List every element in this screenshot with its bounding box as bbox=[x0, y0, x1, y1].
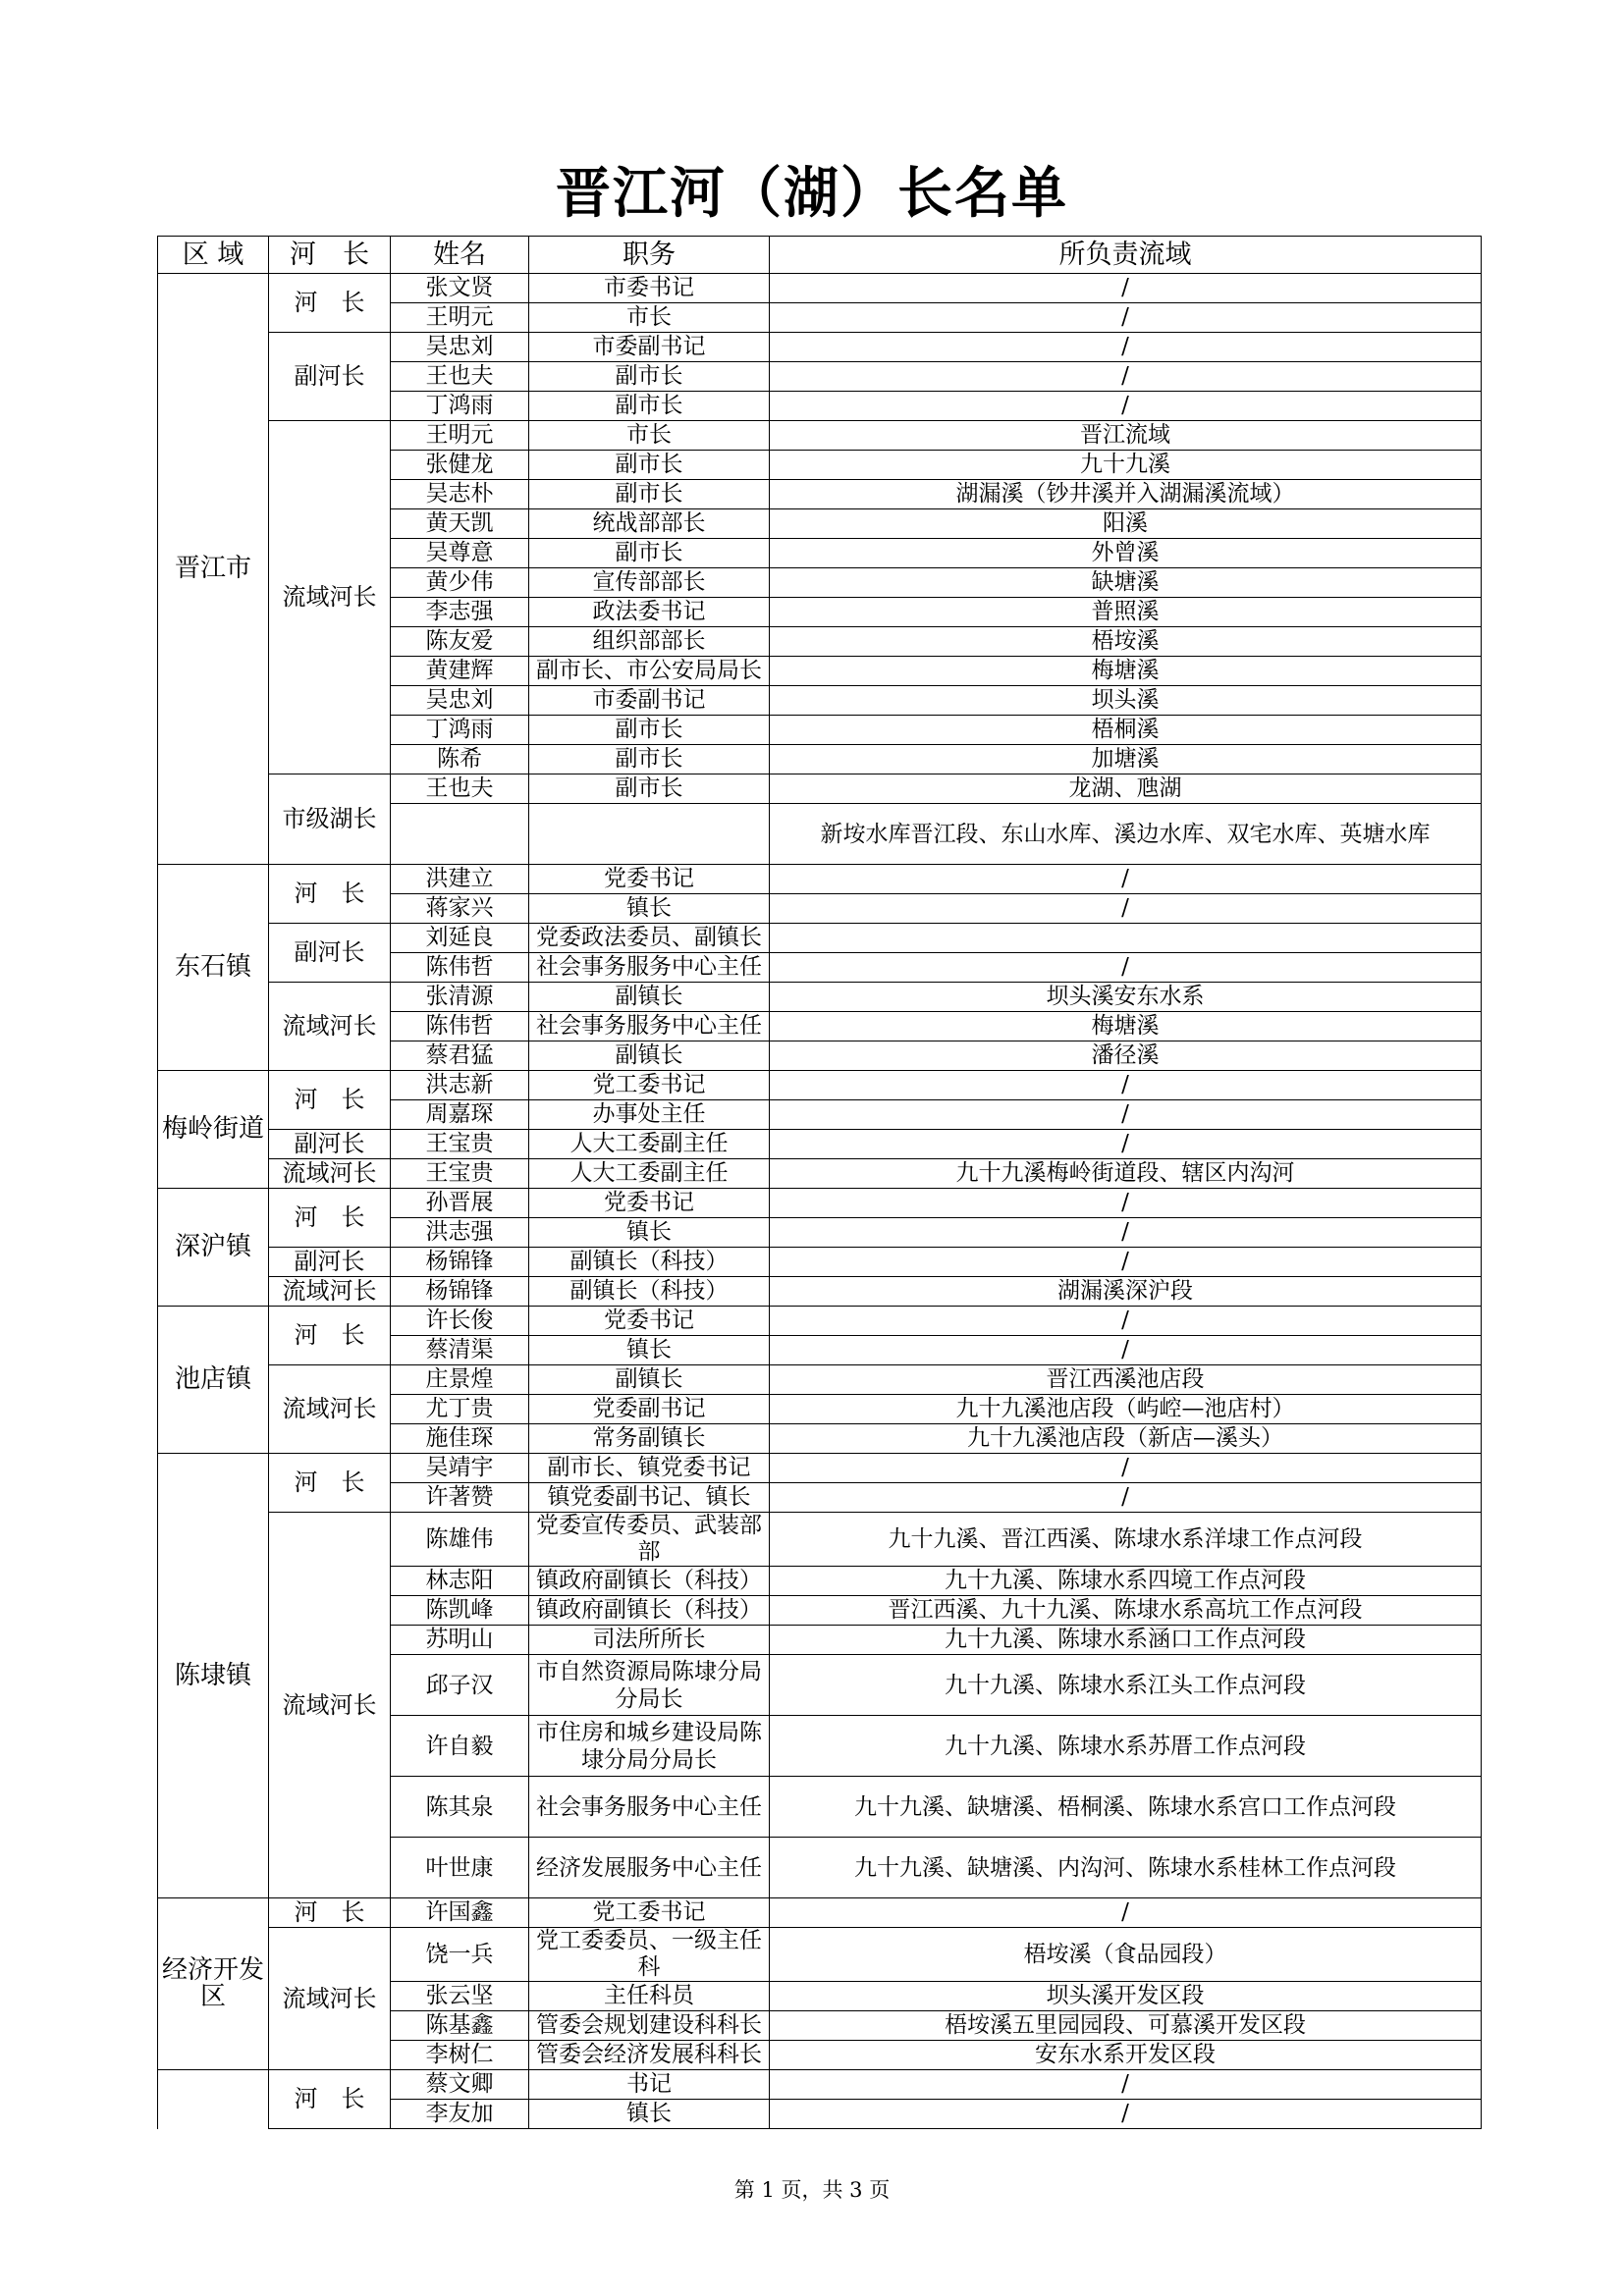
area-cell: 九十九溪、陈埭水系涵口工作点河段 bbox=[770, 1626, 1482, 1655]
position-cell: 宣传部部长 bbox=[529, 568, 770, 598]
position-cell: 镇长 bbox=[529, 1336, 770, 1365]
name-cell: 周嘉琛 bbox=[391, 1100, 529, 1130]
position-cell: 党工委书记 bbox=[529, 1071, 770, 1100]
area-cell: / bbox=[770, 894, 1482, 924]
area-cell: / bbox=[770, 1130, 1482, 1159]
area-cell: / bbox=[770, 333, 1482, 362]
name-cell: 叶世康 bbox=[391, 1838, 529, 1898]
name-cell: 丁鸿雨 bbox=[391, 392, 529, 421]
name-cell: 苏明山 bbox=[391, 1626, 529, 1655]
position-cell: 党委副书记 bbox=[529, 1395, 770, 1424]
name-cell: 陈雄伟 bbox=[391, 1513, 529, 1567]
area-cell: / bbox=[770, 953, 1482, 983]
region-cell bbox=[158, 2070, 269, 2129]
name-cell: 蔡清渠 bbox=[391, 1336, 529, 1365]
position-cell: 党委书记 bbox=[529, 1189, 770, 1218]
name-cell: 陈凯峰 bbox=[391, 1596, 529, 1626]
role-cell: 市级湖长 bbox=[269, 774, 391, 865]
area-cell: / bbox=[770, 274, 1482, 303]
role-cell: 河 长 bbox=[269, 2070, 391, 2129]
table-row bbox=[158, 1277, 1482, 1307]
position-cell: 党委宣传委员、武装部部 bbox=[529, 1513, 770, 1567]
table-row bbox=[158, 274, 1482, 303]
name-cell: 刘延良 bbox=[391, 924, 529, 953]
name-cell: 王也夫 bbox=[391, 362, 529, 392]
position-cell: 主任科员 bbox=[529, 1982, 770, 2011]
name-cell: 王也夫 bbox=[391, 774, 529, 804]
area-cell: 九十九溪梅岭街道段、辖区内沟河 bbox=[770, 1159, 1482, 1189]
position-cell: 副市长 bbox=[529, 392, 770, 421]
area-cell bbox=[770, 924, 1482, 953]
name-cell: 洪志新 bbox=[391, 1071, 529, 1100]
position-cell: 党工委委员、一级主任科 bbox=[529, 1928, 770, 1982]
position-cell: 副镇长 bbox=[529, 1365, 770, 1395]
name-cell: 李志强 bbox=[391, 598, 529, 627]
area-cell: 缺塘溪 bbox=[770, 568, 1482, 598]
area-cell: 九十九溪、陈埭水系四境工作点河段 bbox=[770, 1567, 1482, 1596]
area-cell: 坝头溪 bbox=[770, 686, 1482, 716]
position-cell: 政法委书记 bbox=[529, 598, 770, 627]
name-cell: 吴尊意 bbox=[391, 539, 529, 568]
header-position: 职务 bbox=[529, 237, 770, 274]
page-footer: 第 1 页，共 3 页 bbox=[733, 2178, 891, 2202]
name-cell: 王宝贵 bbox=[391, 1130, 529, 1159]
area-cell: 湖漏溪（钞井溪并入湖漏溪流域） bbox=[770, 480, 1482, 509]
position-cell: 党委书记 bbox=[529, 1307, 770, 1336]
name-cell: 林志阳 bbox=[391, 1567, 529, 1596]
name-cell: 洪建立 bbox=[391, 865, 529, 894]
page-title: 晋江河（湖）长名单 bbox=[556, 161, 1068, 226]
area-cell: 外曾溪 bbox=[770, 539, 1482, 568]
area-cell: / bbox=[770, 303, 1482, 333]
position-cell: 副市长、镇党委书记 bbox=[529, 1454, 770, 1483]
table-row bbox=[158, 1513, 1482, 1567]
role-cell: 流域河长 bbox=[269, 1513, 391, 1898]
area-cell: 九十九溪、陈埭水系江头工作点河段 bbox=[770, 1655, 1482, 1716]
area-cell: 九十九溪池店段（新店—溪头） bbox=[770, 1424, 1482, 1454]
area-cell: / bbox=[770, 1336, 1482, 1365]
area-cell: 梧垵溪 bbox=[770, 627, 1482, 657]
position-cell: 市长 bbox=[529, 421, 770, 451]
position-cell: 经济发展服务中心主任 bbox=[529, 1838, 770, 1898]
position-cell: 镇政府副镇长（科技） bbox=[529, 1596, 770, 1626]
table-row bbox=[158, 1071, 1482, 1100]
role-cell: 流域河长 bbox=[269, 1365, 391, 1454]
name-cell: 王明元 bbox=[391, 303, 529, 333]
position-cell: 社会事务服务中心主任 bbox=[529, 1777, 770, 1838]
name-cell: 吴忠刘 bbox=[391, 686, 529, 716]
position-cell: 常务副镇长 bbox=[529, 1424, 770, 1454]
table-row bbox=[158, 1130, 1482, 1159]
name-cell bbox=[391, 804, 529, 865]
area-cell: 九十九溪、缺塘溪、内沟河、陈埭水系桂林工作点河段 bbox=[770, 1838, 1482, 1898]
position-cell: 社会事务服务中心主任 bbox=[529, 953, 770, 983]
role-cell: 流域河长 bbox=[269, 1159, 391, 1189]
name-cell: 陈伟哲 bbox=[391, 1012, 529, 1041]
area-cell: 梧垵溪五里园园段、可慕溪开发区段 bbox=[770, 2011, 1482, 2041]
name-cell: 陈其泉 bbox=[391, 1777, 529, 1838]
area-cell: / bbox=[770, 2070, 1482, 2100]
name-cell: 许长俊 bbox=[391, 1307, 529, 1336]
area-cell: / bbox=[770, 1483, 1482, 1513]
name-cell: 陈希 bbox=[391, 745, 529, 774]
role-cell: 副河长 bbox=[269, 333, 391, 421]
name-cell: 许国鑫 bbox=[391, 1898, 529, 1928]
table-row bbox=[158, 1248, 1482, 1277]
area-cell: 安东水系开发区段 bbox=[770, 2041, 1482, 2070]
area-cell: 坝头溪安东水系 bbox=[770, 983, 1482, 1012]
name-cell: 张文贤 bbox=[391, 274, 529, 303]
area-cell: / bbox=[770, 1898, 1482, 1928]
name-cell: 陈基鑫 bbox=[391, 2011, 529, 2041]
name-cell: 王宝贵 bbox=[391, 1159, 529, 1189]
position-cell: 镇政府副镇长（科技） bbox=[529, 1567, 770, 1596]
name-cell: 吴靖宇 bbox=[391, 1454, 529, 1483]
name-cell: 李树仁 bbox=[391, 2041, 529, 2070]
area-cell: / bbox=[770, 1189, 1482, 1218]
table-row bbox=[158, 1898, 1482, 1928]
name-cell: 杨锦锋 bbox=[391, 1277, 529, 1307]
area-cell: 坝头溪开发区段 bbox=[770, 1982, 1482, 2011]
table-row bbox=[158, 774, 1482, 804]
role-cell: 河 长 bbox=[269, 865, 391, 924]
position-cell: 镇党委副书记、镇长 bbox=[529, 1483, 770, 1513]
region-cell: 经济开发区 bbox=[158, 1898, 269, 2070]
name-cell: 饶一兵 bbox=[391, 1928, 529, 1982]
name-cell: 杨锦锋 bbox=[391, 1248, 529, 1277]
table-row bbox=[158, 1307, 1482, 1336]
name-cell: 蔡君猛 bbox=[391, 1041, 529, 1071]
table-row bbox=[158, 1928, 1482, 1982]
position-cell: 副市长 bbox=[529, 774, 770, 804]
position-cell bbox=[529, 804, 770, 865]
position-cell: 统战部部长 bbox=[529, 509, 770, 539]
name-cell: 吴忠刘 bbox=[391, 333, 529, 362]
position-cell: 市委副书记 bbox=[529, 333, 770, 362]
name-cell: 陈友爱 bbox=[391, 627, 529, 657]
table-row bbox=[158, 865, 1482, 894]
table-header-row bbox=[158, 237, 1482, 274]
role-cell: 流域河长 bbox=[269, 1277, 391, 1307]
area-cell: / bbox=[770, 865, 1482, 894]
area-cell: 九十九溪、陈埭水系苏厝工作点河段 bbox=[770, 1716, 1482, 1777]
name-cell: 陈伟哲 bbox=[391, 953, 529, 983]
name-cell: 孙晋展 bbox=[391, 1189, 529, 1218]
table-row bbox=[158, 421, 1482, 451]
name-cell: 黄建辉 bbox=[391, 657, 529, 686]
area-cell: 潘径溪 bbox=[770, 1041, 1482, 1071]
name-cell: 尤丁贵 bbox=[391, 1395, 529, 1424]
position-cell: 副市长 bbox=[529, 362, 770, 392]
position-cell: 副镇长（科技） bbox=[529, 1277, 770, 1307]
area-cell: 晋江西溪、九十九溪、陈埭水系高坑工作点河段 bbox=[770, 1596, 1482, 1626]
table-row bbox=[158, 924, 1482, 953]
position-cell: 党委书记 bbox=[529, 865, 770, 894]
name-cell: 邱子汉 bbox=[391, 1655, 529, 1716]
table-row bbox=[158, 1454, 1482, 1483]
name-cell: 蒋家兴 bbox=[391, 894, 529, 924]
position-cell: 副镇长 bbox=[529, 983, 770, 1012]
region-cell: 东石镇 bbox=[158, 865, 269, 1071]
position-cell: 市长 bbox=[529, 303, 770, 333]
name-cell: 黄天凯 bbox=[391, 509, 529, 539]
position-cell: 副市长 bbox=[529, 539, 770, 568]
region-cell: 晋江市 bbox=[158, 274, 269, 865]
position-cell: 人大工委副主任 bbox=[529, 1130, 770, 1159]
position-cell: 市委副书记 bbox=[529, 686, 770, 716]
role-cell: 河 长 bbox=[269, 274, 391, 333]
role-cell: 副河长 bbox=[269, 1130, 391, 1159]
position-cell: 副市长、市公安局局长 bbox=[529, 657, 770, 686]
area-cell: 九十九溪、晋江西溪、陈埭水系洋埭工作点河段 bbox=[770, 1513, 1482, 1567]
table-row bbox=[158, 983, 1482, 1012]
position-cell: 镇长 bbox=[529, 1218, 770, 1248]
area-cell: / bbox=[770, 392, 1482, 421]
area-cell: 新垵水库晋江段、东山水库、溪边水库、双宅水库、英塘水库 bbox=[770, 804, 1482, 865]
area-cell: 九十九溪池店段（屿崆—池店村） bbox=[770, 1395, 1482, 1424]
name-cell: 黄少伟 bbox=[391, 568, 529, 598]
role-cell: 河 长 bbox=[269, 1189, 391, 1248]
role-cell: 河 长 bbox=[269, 1071, 391, 1130]
position-cell: 人大工委副主任 bbox=[529, 1159, 770, 1189]
table-row bbox=[158, 1365, 1482, 1395]
position-cell: 社会事务服务中心主任 bbox=[529, 1012, 770, 1041]
area-cell: 加塘溪 bbox=[770, 745, 1482, 774]
role-cell: 流域河长 bbox=[269, 421, 391, 774]
position-cell: 书记 bbox=[529, 2070, 770, 2100]
table-row bbox=[158, 333, 1482, 362]
table-row bbox=[158, 2070, 1482, 2100]
area-cell: 九十九溪、缺塘溪、梧桐溪、陈埭水系宫口工作点河段 bbox=[770, 1777, 1482, 1838]
area-cell: / bbox=[770, 1100, 1482, 1130]
position-cell: 副市长 bbox=[529, 745, 770, 774]
table-row bbox=[158, 1189, 1482, 1218]
area-cell: 梅塘溪 bbox=[770, 657, 1482, 686]
name-cell: 吴志朴 bbox=[391, 480, 529, 509]
position-cell: 市委书记 bbox=[529, 274, 770, 303]
area-cell: 阳溪 bbox=[770, 509, 1482, 539]
name-cell: 张云坚 bbox=[391, 1982, 529, 2011]
position-cell: 副镇长（科技） bbox=[529, 1248, 770, 1277]
position-cell: 镇长 bbox=[529, 2100, 770, 2129]
area-cell: / bbox=[770, 1454, 1482, 1483]
name-cell: 蔡文卿 bbox=[391, 2070, 529, 2100]
position-cell: 党委政法委员、副镇长 bbox=[529, 924, 770, 953]
header-area: 所负责流域 bbox=[770, 237, 1482, 274]
area-cell: 晋江流域 bbox=[770, 421, 1482, 451]
position-cell: 管委会经济发展科科长 bbox=[529, 2041, 770, 2070]
position-cell: 副镇长 bbox=[529, 1041, 770, 1071]
area-cell: / bbox=[770, 1218, 1482, 1248]
role-cell: 河 长 bbox=[269, 1307, 391, 1365]
position-cell: 司法所所长 bbox=[529, 1626, 770, 1655]
area-cell: / bbox=[770, 1307, 1482, 1336]
area-cell: 晋江西溪池店段 bbox=[770, 1365, 1482, 1395]
role-cell: 副河长 bbox=[269, 924, 391, 983]
role-cell: 河 长 bbox=[269, 1898, 391, 1928]
name-cell: 庄景煌 bbox=[391, 1365, 529, 1395]
area-cell: 湖漏溪深沪段 bbox=[770, 1277, 1482, 1307]
area-cell: / bbox=[770, 362, 1482, 392]
name-cell: 许著赞 bbox=[391, 1483, 529, 1513]
header-region: 区 域 bbox=[158, 237, 269, 274]
header-name: 姓名 bbox=[391, 237, 529, 274]
position-cell: 副市长 bbox=[529, 480, 770, 509]
role-cell: 流域河长 bbox=[269, 1928, 391, 2070]
position-cell: 市住房和城乡建设局陈埭分局分局长 bbox=[529, 1716, 770, 1777]
position-cell: 管委会规划建设科科长 bbox=[529, 2011, 770, 2041]
role-cell: 流域河长 bbox=[269, 983, 391, 1071]
area-cell: 梧垵溪（食品园段） bbox=[770, 1928, 1482, 1982]
role-cell: 副河长 bbox=[269, 1248, 391, 1277]
position-cell: 办事处主任 bbox=[529, 1100, 770, 1130]
area-cell: / bbox=[770, 1248, 1482, 1277]
area-cell: 普照溪 bbox=[770, 598, 1482, 627]
role-cell: 河 长 bbox=[269, 1454, 391, 1513]
name-cell: 张健龙 bbox=[391, 451, 529, 480]
name-cell: 许自毅 bbox=[391, 1716, 529, 1777]
area-cell: 龙湖、虺湖 bbox=[770, 774, 1482, 804]
position-cell: 副市长 bbox=[529, 451, 770, 480]
header-role: 河 长 bbox=[269, 237, 391, 274]
position-cell: 组织部部长 bbox=[529, 627, 770, 657]
area-cell: 梧桐溪 bbox=[770, 716, 1482, 745]
name-cell: 施佳琛 bbox=[391, 1424, 529, 1454]
name-cell: 王明元 bbox=[391, 421, 529, 451]
area-cell: 九十九溪 bbox=[770, 451, 1482, 480]
region-cell: 梅岭街道 bbox=[158, 1071, 269, 1189]
area-cell: / bbox=[770, 2100, 1482, 2129]
position-cell: 市自然资源局陈埭分局分局长 bbox=[529, 1655, 770, 1716]
region-cell: 深沪镇 bbox=[158, 1189, 269, 1307]
name-cell: 丁鸿雨 bbox=[391, 716, 529, 745]
position-cell: 副市长 bbox=[529, 716, 770, 745]
position-cell: 镇长 bbox=[529, 894, 770, 924]
region-cell: 陈埭镇 bbox=[158, 1454, 269, 1898]
region-cell: 池店镇 bbox=[158, 1307, 269, 1454]
area-cell: / bbox=[770, 1071, 1482, 1100]
river-chief-table bbox=[157, 236, 1482, 2129]
area-cell: 梅塘溪 bbox=[770, 1012, 1482, 1041]
position-cell: 党工委书记 bbox=[529, 1898, 770, 1928]
name-cell: 李友加 bbox=[391, 2100, 529, 2129]
name-cell: 张清源 bbox=[391, 983, 529, 1012]
name-cell: 洪志强 bbox=[391, 1218, 529, 1248]
table-row bbox=[158, 1159, 1482, 1189]
